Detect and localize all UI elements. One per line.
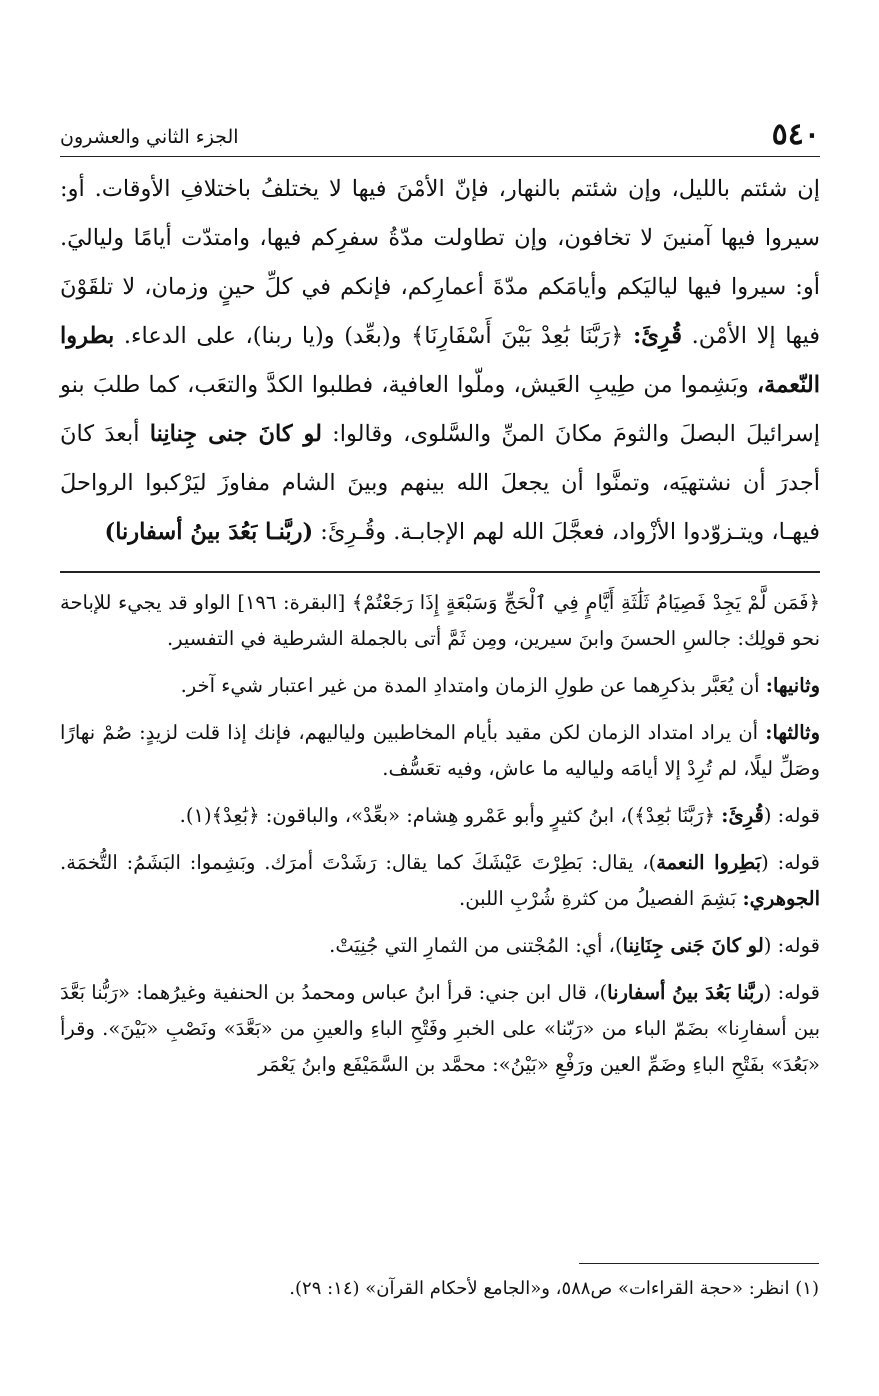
footnote: (١) انظر: «حجة القراءات» ص٥٨٨، و«الجامع لأحكام القرآن» (١٤: ٢٩).	[289, 1278, 819, 1299]
commentary-heading: قُرِئَ:	[721, 804, 764, 827]
main-text-segment: إن شئتم بالليل، وإن شئتم بالنهار، فإنّ الأمْنَ فيها لا يختلفُ باختلافِ الأوقات. أو: سيروا فيها آمنينَ لا تخافون، وإن تطاولت مدّةُ سفرِكم فيها، وامتدّت أيامًا ولياليَ. أو: سيروا فيها لياليَكم وأيامَكم مدّةَ أعمارِكم، فإنكم في كلِّ حينٍ وزمان، لا تلقَوْنَ فيها إلا الأمْن.	[60, 176, 820, 349]
bold-phrase: بطروا النّعمة،	[60, 323, 820, 398]
commentary-paragraph	[60, 928, 820, 964]
running-header	[60, 112, 820, 157]
commentary-heading: ربَّنا بَعُدَ بينُ أسفارنا	[607, 981, 764, 1004]
commentary-text: )، قال ابن جني: قرأ ابنُ عباس ومحمدُ بن الحنفية وغيرُهما: «رَبُّنا بَعَّدَ بين أسفارِنا» بضَمّ الباء من «رَبّنا» على الخبرِ وفَتْحِ الباءِ والعينِ من «بَعَّدَ» ونَصْبِ «بَيْنَ». وقرأ «بَعُدَ» بفَتْحِ الباءِ وضَمِّ العين ورَفْعِ «بَيْنُ»: محمَّد بن السَّمَيْفَع وابنُ يَعْمَر	[60, 981, 820, 1076]
main-text	[60, 165, 820, 557]
page	[60, 112, 820, 1094]
commentary	[60, 585, 820, 1083]
bold-phrase: لو كانَ جنى جِنانِنا	[149, 421, 322, 447]
commentary-lead: قوله: (	[761, 851, 820, 874]
commentary-paragraph	[60, 715, 820, 787]
section-divider	[60, 571, 820, 573]
part-title: الجزء الثاني والعشرون	[60, 124, 249, 150]
commentary-text: أن يراد امتداد الزمان لكن مقيد بأيام المخاطبين ولياليهم، فإنك إذا قلت لزيدٍ: صُمْ نهارًا وصَلِّ ليلًا، لم تُرِدْ إلا أيامَه ولياليه ما عاش، وفيه تعَسُّف.	[60, 721, 820, 780]
commentary-text: )، أي: المُجْتنى من الثمارِ التي جُنِيَتْ.	[329, 934, 623, 957]
page-number: ٥٤٠	[762, 118, 820, 152]
main-text-segment: أبعدَ كانَ أجدرَ أن نشتهيَه، وتمنَّوا أن يجعلَ الله بينهم وبينَ الشام مفاوزَ ليَرْكبوا الرواحلَ فيهـا، ويتـزوّدوا الأزْواد، فعجَّلَ الله لهم الإجابـة. وقُـرِئَ:	[60, 421, 820, 545]
commentary-paragraph	[60, 798, 820, 834]
commentary-text: ﴿رَبَّنَا بَٰعِدْ﴾)، ابنُ كثيرٍ وأبو عَمْرو هِشام: «بعِّدْ»، والباقون: ﴿بَٰعِدْ﴾(١).	[179, 804, 716, 827]
bold-phrase: (ربَّنـا بَعُدَ بينُ أسفارنا)	[104, 519, 314, 545]
qiraa-marker: قُرِئَ:	[632, 323, 683, 349]
commentary-paragraph	[60, 668, 820, 704]
commentary-paragraph	[60, 975, 820, 1083]
commentary-lead: قوله: (	[763, 934, 820, 957]
footnote-divider	[579, 1263, 819, 1264]
main-text-segment: وبَشِموا من طِيبِ العَيش، وملّوا العافية، فطلبوا الكدَّ والتعَب، كما طلبَ بنو إسرائيلَ البصلَ والثومَ مكانَ المنِّ والسَّلوى، وقالوا:	[60, 372, 821, 447]
commentary-paragraph	[60, 585, 820, 657]
main-text-segment: ﴿رَبَّنَا بَٰعِدْ بَيْنَ أَسْفَارِنَا﴾ و(بعِّد) و(يا ربنا)، على الدعاء.	[123, 323, 624, 349]
commentary-heading: لو كانَ جَنى جِنَانِنا	[622, 934, 764, 957]
commentary-heading: الجوهري:	[742, 887, 820, 910]
commentary-text: أن يُعَبَّر بذكرِهما عن طولِ الزمان وامتدادِ المدة من غير اعتبار شيء آخر.	[180, 674, 760, 697]
commentary-text: )، يقال: بَطِرْتَ عَيْشَكَ كما يقال: رَشَدْتَ أمرَك. وبَشِموا: البَشَمُ: التُّخمَة.	[60, 851, 657, 874]
commentary-lead: قوله: (	[763, 804, 820, 827]
commentary-heading: بَطِروا النعمة	[656, 851, 762, 874]
commentary-lead: قوله: (	[763, 981, 820, 1004]
commentary-paragraph	[60, 845, 820, 917]
commentary-text: ﴿فَمَن لَّمْ يَجِدْ فَصِيَامُ ثَلَٰثَةِ أَيَّامٍ فِي ٱلْحَجِّ وَسَبْعَةٍ إِذَا رَجَعْتُمْ﴾ [البقرة: ١٩٦] الواو قد يجيء للإباحة نحو قولِك: جالسِ الحسنَ وابنَ سيرين، ومِن ثَمَّ أتى بالجملة الشرطية في التفسير.	[60, 591, 820, 650]
commentary-text: بَشِمَ الفصيلُ من كثرةِ شُرْبِ اللبن.	[459, 887, 737, 910]
commentary-heading: وثانيها:	[765, 674, 820, 697]
commentary-heading: وثالثها:	[765, 721, 820, 744]
